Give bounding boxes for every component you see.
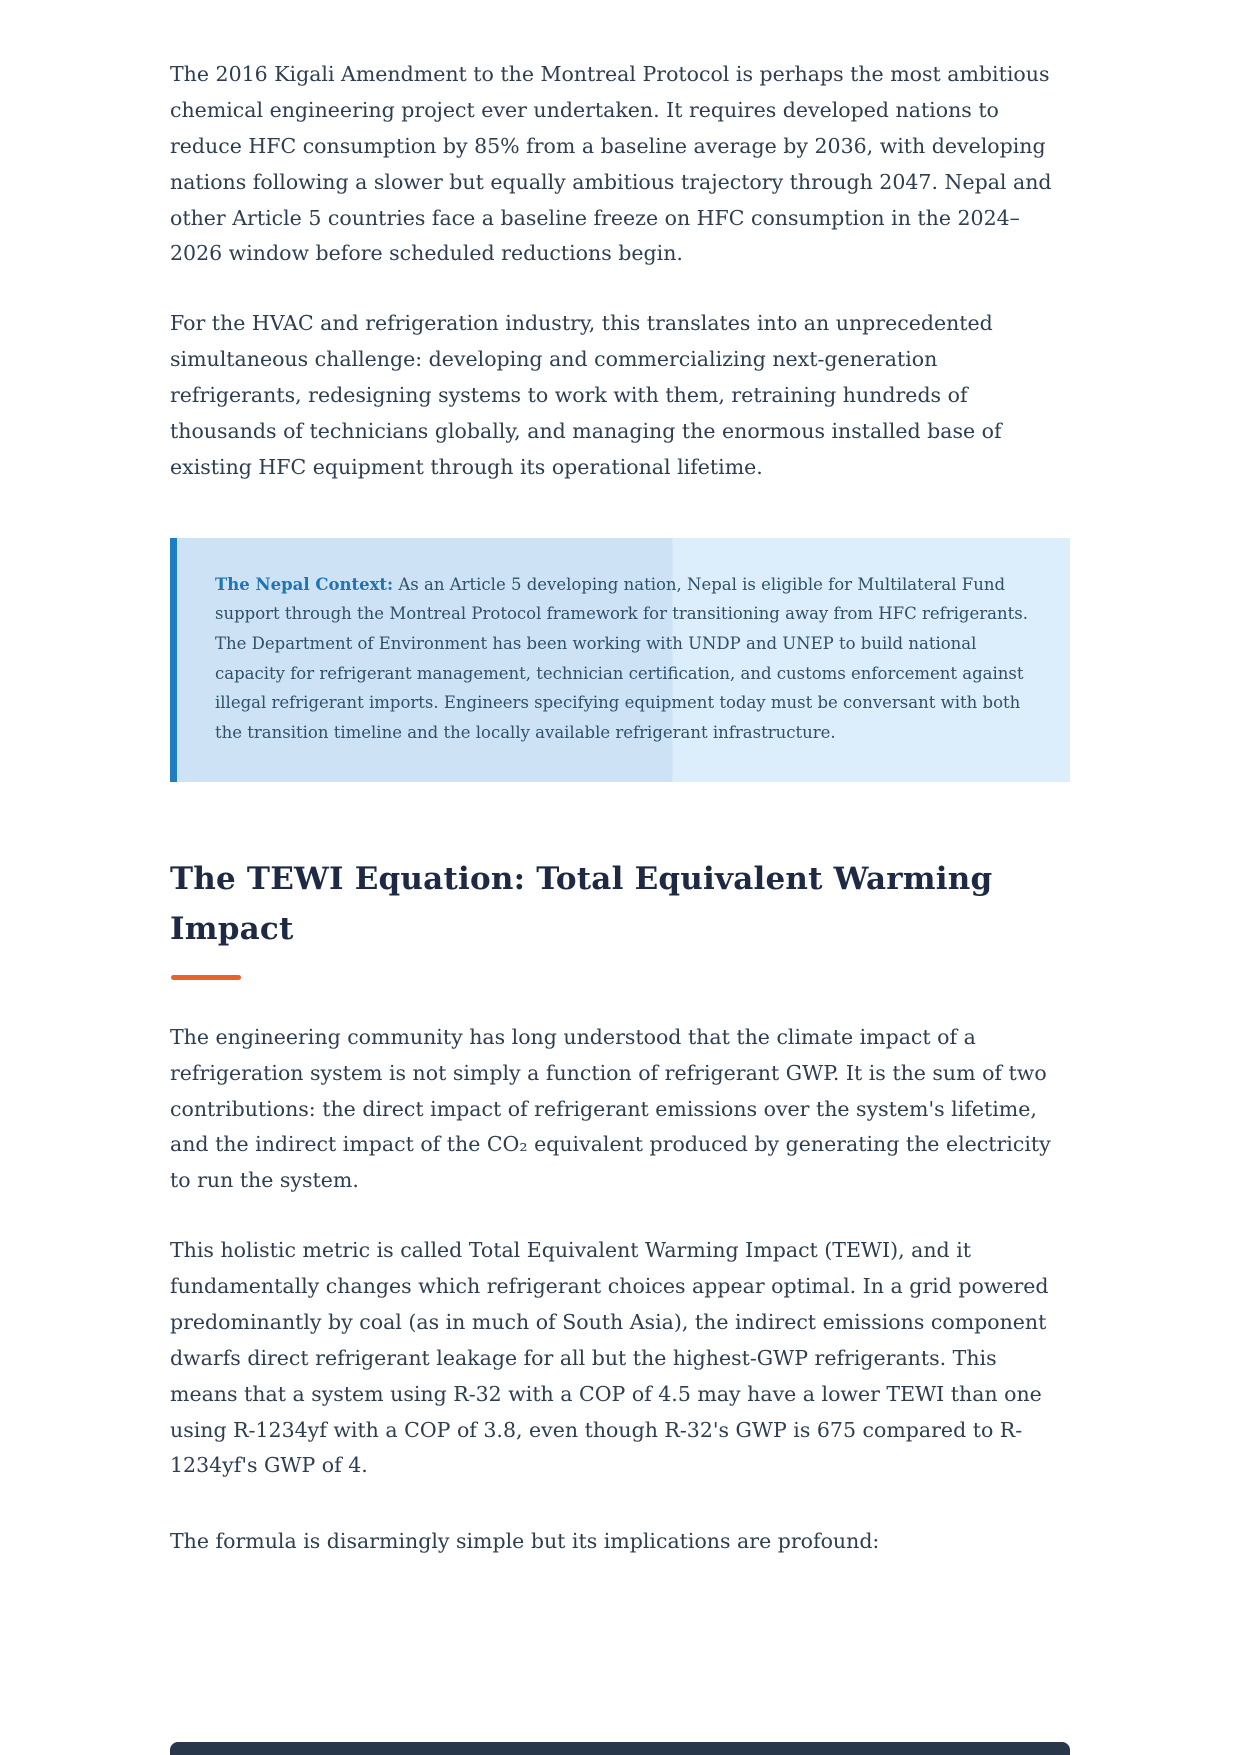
callout-text: [215, 570, 1040, 748]
section-heading-tewi: The TEWI Equation: Total Equivalent Warming Impact: [170, 860, 993, 948]
paragraph-tewi-implications: This holistic metric is called Total Equivalent Warming Impact (TEWI), and it fundamentally changes which refrigerant choices appear optimal. In a grid powered predominantly by coal (as in much of South Asia), the indirect emissions component dwarfs direct refrigerant leakage for all but the highest-GWP refrigerants. This means that a system using R-32 with a COP of 4.5 may have a lower TEWI than one using R-1234yf with a COP of 3.8, even though R-32's GWP is 675 compared to R-1234yf's GWP of 4.: [170, 1238, 1049, 1478]
paragraph-formula-intro: The formula is disarmingly simple but its implications are profound:: [170, 1529, 880, 1554]
callout-body: As an Article 5 developing nation, Nepal is eligible for Multilateral Fund support through the Montreal Protocol framework for transitioning away from HFC refrigerants. The Department of Environment has been working with UNDP and UNEP to build national capacity for refrigerant management, technician certification, and customs enforcement against illegal refrigerant imports. Engineers specifying equipment today must be conversant with both the transition timeline and the locally available refrigerant infrastructure.: [215, 574, 1028, 743]
article-content: [170, 0, 1070, 1755]
paragraph-kigali-amendment: The 2016 Kigali Amendment to the Montreal Protocol is perhaps the most ambitious chemical engineering project ever undertaken. It requires developed nations to reduce HFC consumption by 85% from a baseline average by 2036, with developing nations following a slower but equally ambitious trajectory through 2047. Nepal and other Article 5 countries face a baseline freeze on HFC consumption in the 2024–2026 window before scheduled reductions begin.: [170, 62, 1052, 266]
heading-accent-divider: [171, 975, 241, 980]
formula-code-block-partial: [170, 1742, 1070, 1755]
nepal-context-callout: [170, 538, 1070, 782]
paragraph-tewi-concept: The engineering community has long understood that the climate impact of a refrigeration system is not simply a function of refrigerant GWP. It is the sum of two contributions: the direct impact of refrigerant emissions over the system's lifetime, and the indirect impact of the CO₂ equivalent produced by generating the electricity to run the system.: [170, 1024, 1051, 1193]
callout-title: The Nepal Context:: [215, 574, 394, 594]
paragraph-hvac-industry: For the HVAC and refrigeration industry, this translates into an unprecedented simultaneous challenge: developing and commercializing next-generation refrigerants, redesigning systems to work with them, retraining hundreds of thousands of technicians globally, and managing the enormous installed base of existing HFC equipment through its operational lifetime.: [170, 311, 1002, 479]
